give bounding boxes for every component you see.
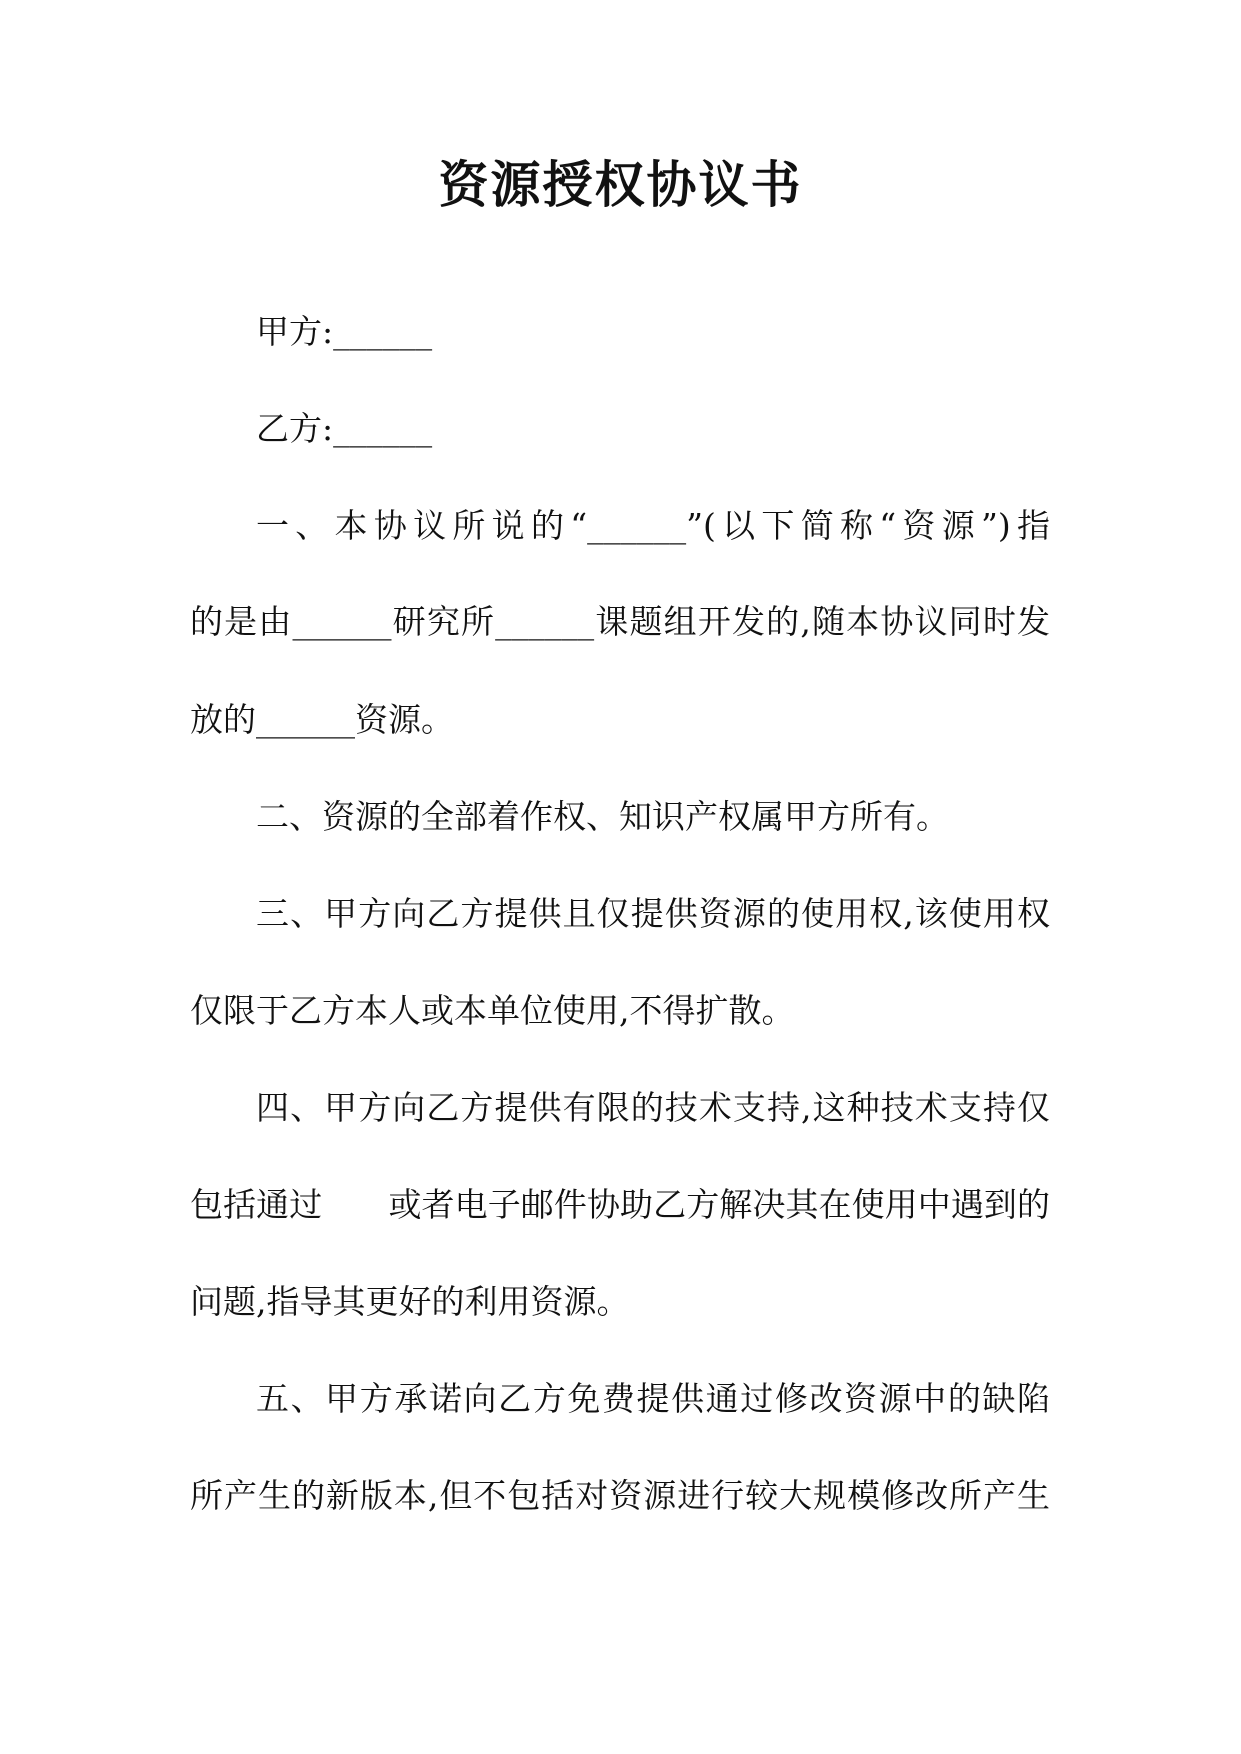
clause-5-line-1: 五、甲方承诺向乙方免费提供通过修改资源中的缺陷	[256, 1379, 1050, 1418]
party-b-line: 乙方:______	[256, 409, 433, 448]
clause-4-line-3: 问题,指导其更好的利用资源。	[190, 1282, 630, 1321]
party-a-line: 甲方:______	[256, 312, 433, 351]
clause-1-line-1: 一、本协议所说的“______”(以下简称“资源”)指	[256, 506, 1050, 545]
clause-2-line-1: 二、资源的全部着作权、知识产权属甲方所有。	[256, 797, 949, 836]
clause-4-line-2: 包括通过 或者电子邮件协助乙方解决其在使用中遇到的	[190, 1185, 1050, 1224]
clause-3-line-1: 三、甲方向乙方提供且仅提供资源的使用权,该使用权	[256, 894, 1050, 933]
clause-4-line-1: 四、甲方向乙方提供有限的技术支持,这种技术支持仅	[256, 1088, 1050, 1127]
clause-3-line-2: 仅限于乙方本人或本单位使用,不得扩散。	[190, 991, 795, 1030]
document-title: 资源授权协议书	[438, 155, 803, 214]
clause-1-line-3: 放的______资源。	[190, 700, 454, 739]
clause-1-line-2: 的是由______研究所______课题组开发的,随本协议同时发	[190, 602, 1050, 641]
clause-5-line-2: 所产生的新版本,但不包括对资源进行较大规模修改所产生	[190, 1476, 1050, 1515]
